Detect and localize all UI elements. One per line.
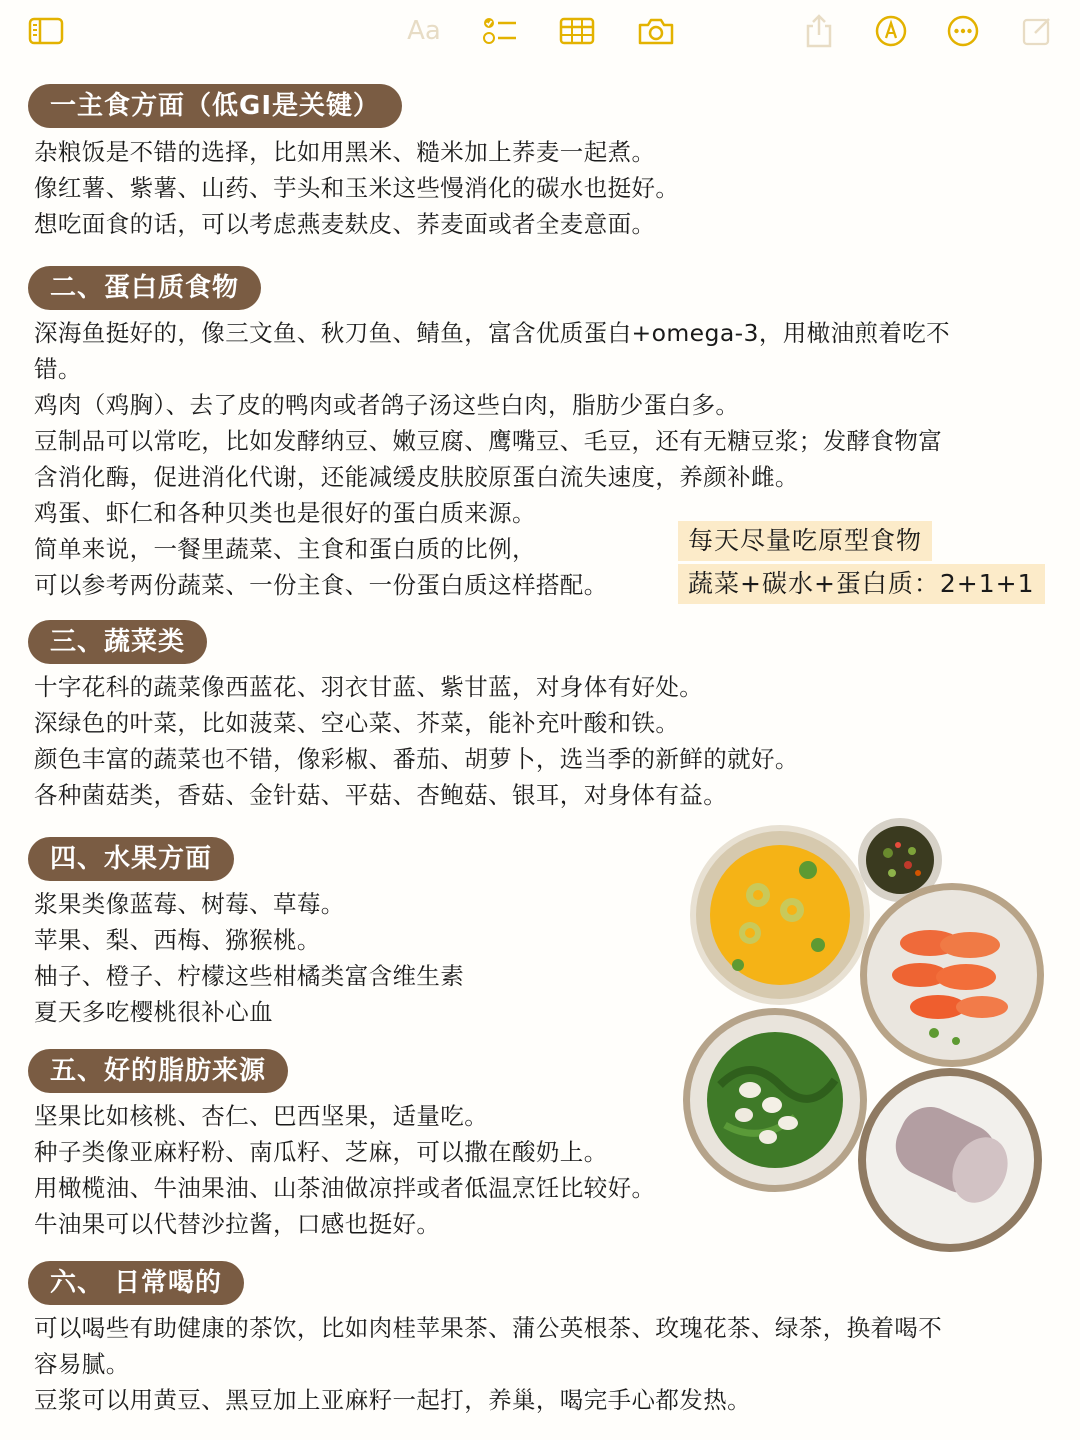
body-line: 十字花科的蔬菜像西蓝花、羽衣甘蓝、紫甘蓝，对身体有好处。 — [34, 673, 704, 701]
highlight-ratio: 蔬菜+碳水+蛋白质：2+1+1 — [678, 564, 1045, 604]
body-line: 种子类像亚麻籽粉、南瓜籽、芝麻，可以撒在酸奶上。 — [34, 1138, 608, 1166]
body-line: 苹果、梨、西梅、猕猴桃。 — [34, 926, 321, 954]
section-body-staple — [34, 134, 679, 242]
share-icon[interactable] — [802, 14, 836, 48]
body-line: 鸡蛋、虾仁和各种贝类也是很好的蛋白质来源。 — [34, 499, 536, 527]
markup-pen-icon[interactable] — [872, 14, 910, 48]
body-line: 颜色丰富的蔬菜也不错，像彩椒、番茄、胡萝卜，选当季的新鲜的就好。 — [34, 745, 799, 773]
body-line: 含消化酶，促进消化代谢，还能减缓皮肤胶原蛋白流失速度，养颜补雌。 — [34, 463, 799, 491]
section-body-fats — [34, 1098, 655, 1242]
body-line: 可以参考两份蔬菜、一份主食、一份蛋白质这样搭配。 — [34, 571, 608, 599]
body-line: 浆果类像蓝莓、树莓、草莓。 — [34, 890, 345, 918]
body-line: 容易腻。 — [34, 1350, 130, 1378]
body-line: 牛油果可以代替沙拉酱，口感也挺好。 — [34, 1210, 441, 1238]
notes-toolbar — [0, 0, 1080, 62]
body-line: 想吃面食的话，可以考虑燕麦麸皮、荞麦面或者全麦意面。 — [34, 210, 656, 238]
body-line: 坚果比如核桃、杏仁、巴西坚果，适量吃。 — [34, 1102, 489, 1130]
compose-icon[interactable] — [1020, 14, 1054, 48]
section-title-drinks: 六、 日常喝的 — [28, 1261, 244, 1305]
format-button[interactable]: Aa — [407, 16, 441, 46]
body-line: 深海鱼挺好的，像三文鱼、秋刀鱼、鲭鱼，富含优质蛋白+omega-3，用橄油煎着吃不 — [34, 319, 951, 347]
section-title-protein: 二、蛋白质食物 — [28, 266, 261, 310]
section-title-fruit: 四、水果方面 — [28, 837, 234, 881]
body-line: 豆制品可以常吃，比如发酵纳豆、嫩豆腐、鹰嘴豆、毛豆，还有无糖豆浆；发酵食物富 — [34, 427, 943, 455]
body-line: 夏天多吃樱桃很补心血 — [34, 998, 273, 1026]
section-body-drinks — [34, 1310, 942, 1418]
body-line: 像红薯、紫薯、山药、芋头和玉米这些慢消化的碳水也挺好。 — [34, 174, 680, 202]
section-body-fruit — [34, 886, 464, 1030]
section-title-staple: 一主食方面（低GI是关键） — [28, 84, 402, 128]
body-line: 杂粮饭是不错的选择，比如用黑米、糙米加上荞麦一起煮。 — [34, 138, 656, 166]
body-line: 各种菌菇类，香菇、金针菇、平菇、杏鲍菇、银耳，对身体有益。 — [34, 781, 728, 809]
checklist-icon[interactable] — [480, 14, 520, 48]
body-line: 鸡肉（鸡胸）、去了皮的鸭肉或者鸽子汤这些白肉，脂肪少蛋白多。 — [34, 391, 740, 419]
body-line: 豆浆可以用黄豆、黑豆加上亚麻籽一起打，养巢，喝完手心都发热。 — [34, 1386, 751, 1414]
body-line: 可以喝些有助健康的茶饮，比如肉桂苹果茶、蒲公英根茶、玫瑰花茶、绿茶，换着喝不 — [34, 1314, 943, 1342]
section-title-fats: 五、好的脂肪来源 — [28, 1049, 288, 1093]
body-line: 简单来说，一餐里蔬菜、主食和蛋白质的比例， — [34, 535, 536, 563]
body-line: 错。 — [34, 355, 82, 383]
section-body-vegetables — [34, 669, 799, 813]
highlight-whole-foods: 每天尽量吃原型食物 — [678, 521, 932, 561]
body-line: 用橄榄油、牛油果油、山茶油做凉拌或者低温烹饪比较好。 — [34, 1174, 656, 1202]
more-icon[interactable] — [944, 14, 982, 48]
section-title-vegetables: 三、蔬菜类 — [28, 620, 207, 664]
body-line: 柚子、橙子、柠檬这些柑橘类富含维生素 — [34, 962, 465, 990]
camera-icon[interactable] — [636, 14, 676, 48]
sidebar-icon[interactable] — [26, 14, 66, 48]
body-line: 深绿色的叶菜，比如菠菜、空心菜、芥菜，能补充叶酸和铁。 — [34, 709, 680, 737]
meal-bowls-photo — [680, 815, 1065, 1255]
table-icon[interactable] — [558, 14, 596, 48]
